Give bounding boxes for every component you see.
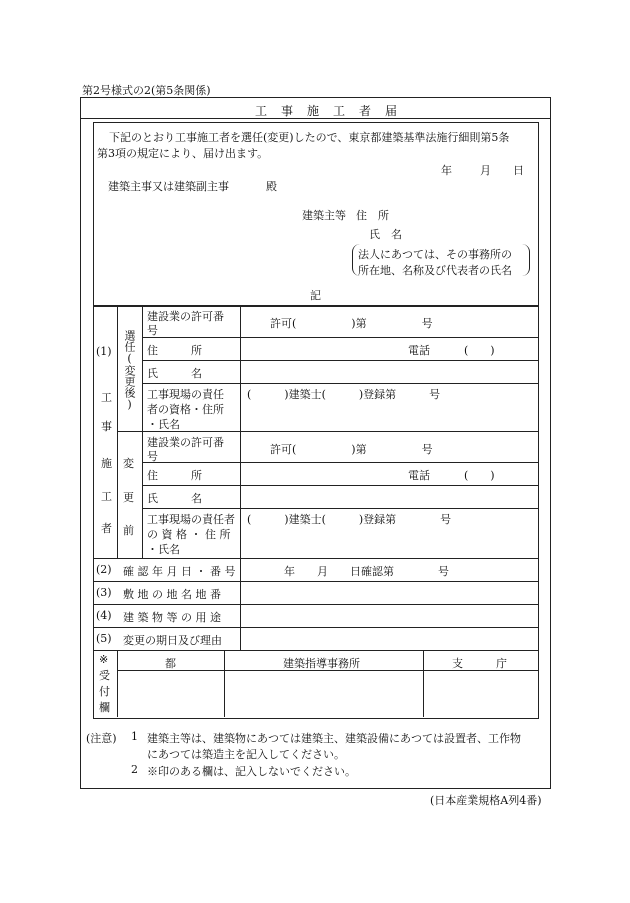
reception-label-char: 受 (99, 669, 110, 682)
applicant-label: 建築主等 (302, 209, 346, 222)
before-phone-paren: ( ) (464, 469, 495, 482)
section2-label: 確 認 年 月 日 ・ 番 号 (123, 565, 236, 578)
reception-label-char: 欄 (99, 701, 110, 714)
after-name-label: 氏 名 (147, 367, 202, 380)
before-license-value: 許可( )第 号 (270, 443, 433, 456)
before-qual-value: ( )建築士( )登録第 号 (247, 513, 452, 526)
after-address-label: 住 所 (147, 344, 202, 357)
after-qual-label-1: 工事現場の責任 (147, 388, 224, 401)
after-change-label: 選任(変更後) (123, 330, 136, 411)
before-qual-label-2: の 資 格 ・ 住 所 (147, 528, 231, 541)
note-2-num: 2 (131, 763, 138, 776)
before-address-label: 住 所 (147, 469, 202, 482)
before-change-label-char: 変 (123, 457, 134, 470)
intro-line-1: 下記のとおり工事施工者を選任(変更)したので、東京都建築基準法施行細則第5条 (109, 131, 510, 144)
before-phone-label: 電話 (408, 469, 430, 482)
form-title: 工 事 施 工 者 届 (255, 104, 399, 118)
ki-label: 記 (310, 289, 321, 302)
notes-label: (注意) (86, 732, 117, 745)
section4-num: (4) (96, 609, 112, 622)
applicant-address-label: 住 所 (356, 209, 389, 222)
section3-label: 敷 地 の 地 名 地 番 (123, 588, 221, 601)
section2-num: (2) (96, 563, 112, 576)
section1-label-char: 者 (101, 522, 112, 535)
before-change-label-char: 前 (123, 524, 134, 537)
section1-label-char: 事 (101, 420, 112, 433)
date-day: 日 (513, 164, 524, 177)
section5-label: 変更の期日及び理由 (123, 634, 222, 647)
section1-label-char: 施 (101, 457, 112, 470)
section3-num: (3) (96, 586, 112, 599)
before-license-label-1: 建設業の許可番 (147, 436, 224, 449)
section4-label: 建 築 物 等 の 用 途 (123, 611, 221, 624)
reception-label-char: 付 (99, 685, 110, 698)
corp-note-1: 法人にあつては、その事務所の (358, 248, 512, 261)
after-qual-label-3: ・氏名 (147, 418, 180, 431)
reception-label-char: ※ (99, 653, 109, 666)
section5-num: (5) (96, 632, 112, 645)
after-qual-value: ( )建築士( )登録第 号 (247, 388, 441, 401)
section1-label-char: 工 (101, 391, 112, 404)
applicant-name-label: 氏 名 (369, 228, 402, 241)
form-number: 第2号様式の2(第5条関係) (82, 84, 211, 97)
after-phone-paren: ( ) (464, 344, 495, 357)
after-phone-label: 電話 (408, 344, 430, 357)
before-license-label-2: 号 (147, 450, 158, 463)
reception-col-branch: 支 庁 (452, 657, 507, 670)
before-qual-label-3: ・氏名 (147, 543, 180, 556)
footer-standard: (日本産業規格A列4番) (430, 794, 542, 807)
section2-value: 年 月 日確認第 号 (284, 565, 449, 578)
before-change-label-char: 更 (123, 491, 134, 504)
addressee: 建築主事又は建築副主事 (108, 180, 229, 193)
intro-line-2: 第3項の規定により、届け出ます。 (97, 147, 269, 160)
after-license-label-2: 号 (147, 324, 158, 337)
section1-label-char: 工 (101, 490, 112, 503)
note-1-line-2: にあつては築造主を記入してください。 (147, 748, 345, 761)
honorific: 殿 (266, 180, 277, 193)
section1-num: (1) (96, 345, 112, 358)
corp-note-2: 所在地、名称及び代表者の氏名 (358, 264, 512, 277)
note-2-text: ※印のある欄は、記入しないでください。 (147, 765, 356, 778)
after-qual-label-2: 者の資格・住所 (147, 403, 224, 416)
reception-col-office: 建築指導事務所 (283, 657, 360, 670)
note-1-line-1: 建築主等は、建築物にあつては建築主、建築設備にあつては設置者、工作物 (147, 732, 521, 745)
after-license-label-1: 建設業の許可番 (147, 310, 224, 323)
after-license-value: 許可( )第 号 (270, 317, 433, 330)
date-year: 年 (441, 164, 452, 177)
date-month: 月 (480, 164, 491, 177)
before-name-label: 氏 名 (147, 492, 202, 505)
reception-col-tokyo: 都 (165, 657, 176, 670)
note-1-num: 1 (131, 730, 138, 743)
before-qual-label-1: 工事現場の責任者 (147, 513, 235, 526)
